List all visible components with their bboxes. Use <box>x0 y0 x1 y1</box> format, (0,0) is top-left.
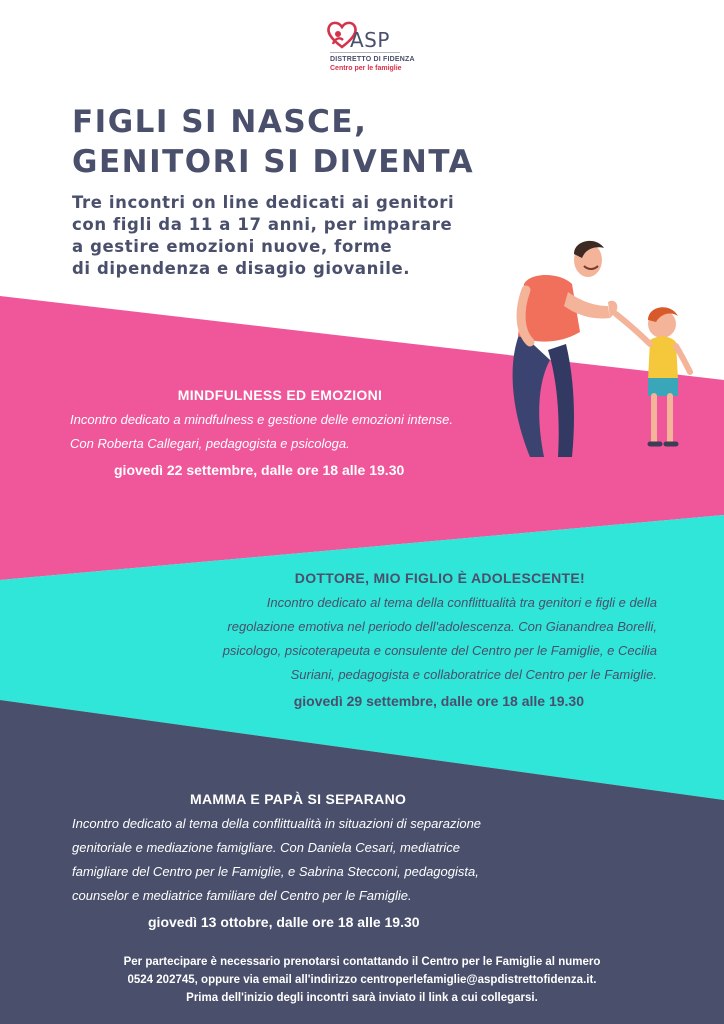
logo-brand-text: ASP <box>350 28 390 52</box>
father-figure <box>513 241 618 457</box>
title-line: GENITORI SI DIVENTA <box>72 144 475 180</box>
subtitle-line: con figli da 11 a 17 anni, per imparare <box>72 215 453 234</box>
booking-info-line: Per partecipare è necessario prenotarsi contattando il Centro per le Famiglie al numero <box>123 956 601 968</box>
event-description-line: Con Roberta Callegari, pedagogista e psicologa. <box>70 436 350 451</box>
page-title <box>72 102 474 182</box>
event-date: giovedì 22 settembre, dalle ore 18 alle 19.30 <box>114 462 405 478</box>
logo-center-text: Centro per le famiglie <box>330 65 402 72</box>
event-description-line: famigliare del Centro per le Famiglie, e Sabrina Stecconi, pedagogista, <box>72 864 479 879</box>
event-description-line: Incontro dedicato a mindfulness e gestione delle emozioni intense. <box>70 412 454 427</box>
child-figure <box>616 307 690 444</box>
event-description-line: genitoriale e mediazione famigliare. Con Daniela Cesari, mediatrice <box>72 840 461 855</box>
booking-info <box>60 953 664 1007</box>
event-mindfulness <box>70 387 490 478</box>
event-description-line: Incontro dedicato al tema della conflittualità in situazioni di separazione <box>72 816 482 831</box>
subtitle-line: di dipendenza e disagio giovanile. <box>72 259 411 278</box>
event-title: MINDFULNESS ED EMOZIONI <box>177 387 383 403</box>
event-date: giovedì 13 ottobre, dalle ore 18 alle 19.30 <box>148 914 420 930</box>
event-description <box>72 812 532 908</box>
booking-info-line: 0524 202745, oppure via email all'indirizzo centroperlefamiglie@aspdistrettofidenza.it. <box>127 974 597 986</box>
asp-logo <box>326 18 436 78</box>
event-title: MAMMA E PAPÀ SI SEPARANO <box>190 791 407 807</box>
event-description-line: Incontro dedicato al tema della conflittualità tra genitori e figli e della <box>266 595 657 610</box>
subtitle-line: Tre incontri on line dedicati ai genitori <box>72 193 455 212</box>
event-adolescence <box>195 570 657 709</box>
event-description <box>70 408 490 456</box>
event-date: giovedì 29 settembre, dalle ore 18 alle 19.30 <box>293 693 584 709</box>
event-description-line: psicologo, psicoterapeuta e consulente del Centro per le Famiglie, e Cecilia <box>222 643 657 658</box>
subtitle-line: a gestire emozioni nuove, forme <box>72 237 393 256</box>
title-line: FIGLI SI NASCE, <box>72 104 368 140</box>
event-description-line: counselor e mediatrice familiare del Centro per le Famiglie. <box>72 888 412 903</box>
event-description-line: Suriani, pedagogista e collaboratrice del Centro per le Famiglie. <box>290 667 657 682</box>
booking-info-line: Prima dell'inizio degli incontri sarà inviato il link a cui collegarsi. <box>186 992 538 1004</box>
page-subtitle <box>72 192 454 280</box>
logo-fine-print <box>330 52 400 54</box>
event-title: DOTTORE, MIO FIGLIO È ADOLESCENTE! <box>294 570 585 586</box>
event-description-line: regolazione emotiva nel periodo dell'adolescenza. Con Gianandrea Borelli, <box>227 619 657 634</box>
father-son-high-five-illustration <box>500 232 700 462</box>
event-description <box>195 591 657 687</box>
logo-district-text: DISTRETTO DI FIDENZA <box>330 56 415 63</box>
event-separation <box>72 791 532 930</box>
